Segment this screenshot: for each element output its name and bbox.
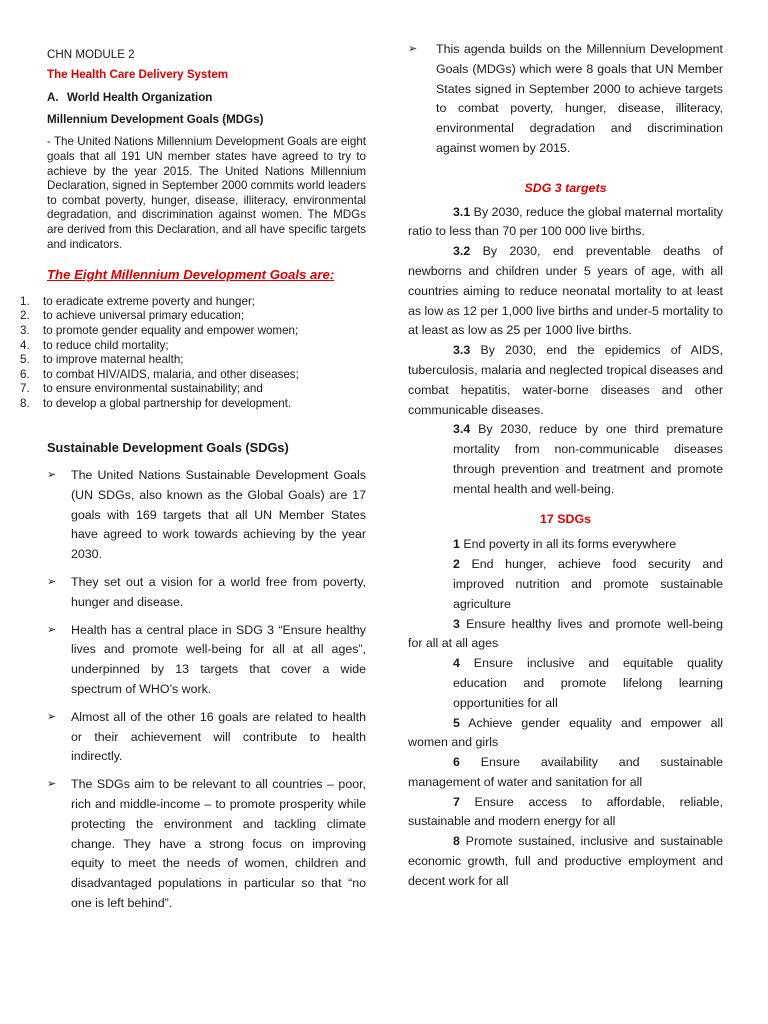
target-number: 3.2 [453,244,471,259]
sdg-text: Achieve gender equality and empower all women and girls [408,715,723,750]
list-item [0,382,366,397]
list-number: 5. [20,353,30,367]
sdg-item [453,654,723,713]
who-heading-label: A. [47,91,59,105]
list-item [0,309,366,324]
target-text: By 2030, reduce by one third premature mortality from non-communicable diseases through prevention and treatment and promote mental health and well-being. [453,422,723,496]
arrow-bullet-icon: ➢ [47,778,57,791]
list-item [0,324,366,339]
list-text: to promote gender equality and empower women; [43,323,299,337]
list-number: 2. [20,309,30,323]
section-title: The Health Care Delivery System [47,67,229,81]
list-number: 7. [20,382,30,396]
arrow-bullet-icon: ➢ [47,469,57,482]
sdg-item [408,714,723,754]
list-item [0,368,366,383]
list-text: They set out a vision for a world free from poverty, hunger and disease. [71,575,366,609]
list-item [0,353,366,368]
agenda-text: This agenda builds on the Millennium Development Goals (MDGs) which were 8 goals that UN Member States signed in September 2000 to achieve targets to combat poverty, hunger, disease, illiteracy, environmental degradation and discrimination against women by 2015. [436,42,723,155]
sdg17-heading: 17 SDGs [540,511,591,526]
right-column [408,40,723,892]
list-item [0,621,366,700]
list-number: 3. [20,323,30,337]
eight-goals-heading: The Eight Millennium Development Goals are: [47,267,335,283]
module-label: CHN MODULE 2 [47,48,135,61]
arrow-bullet-icon: ➢ [408,43,418,55]
sdg-item [408,615,723,655]
list-text: to develop a global partnership for development. [43,396,292,410]
list-text: Almost all of the other 16 goals are related to health or their achievement will contribute to health indirectly. [71,709,366,764]
agenda-bullet [408,40,723,159]
list-item [0,573,366,613]
list-item [0,339,366,354]
sdg-number: 3 [453,616,460,631]
sdg-text: Ensure inclusive and equitable quality education and promote lifelong learning opportunities for all [453,656,723,710]
sdg-item [408,753,723,793]
who-heading [47,91,366,106]
sdg-item [408,793,723,833]
left-column [0,48,366,922]
target-item [453,420,723,499]
list-number: 4. [20,338,30,352]
list-text: Health has a central place in SDG 3 “Ensure healthy lives and promote well-being for all at all ages”, underpinned by 13 targets that cover a wide spectrum of WHO’s work. [71,622,366,697]
sdg-number: 8 [453,834,460,849]
arrow-bullet-icon: ➢ [47,576,57,589]
list-number: 1. [20,294,30,308]
arrow-bullet-icon: ➢ [47,623,57,636]
list-number: 8. [20,396,30,410]
mdg-heading: Millennium Development Goals (MDGs) [47,112,264,126]
list-item [0,775,366,914]
sdg-item [453,555,723,614]
target-item [408,203,723,243]
mdg-goal-list [0,295,366,412]
list-item [0,397,366,412]
list-text: The SDGs aim to be relevant to all countries – poor, rich and middle-income – to promote prosperity while protecting the environment and tackling climate change. They have a strong focus on improving equity to meet the needs of women, children and disadvantaged populations in particular so that “no one is left behind”. [71,777,366,910]
sdg-text: Ensure healthy lives and promote well-being for all at all ages [408,616,723,651]
list-text: to ensure environmental sustainability; and [43,382,263,396]
sdg-number: 4 [453,656,460,671]
target-item [408,341,723,420]
target-text: By 2030, end the epidemics of AIDS, tuberculosis, malaria and neglected tropical diseases and combat hepatitis, water-borne diseases and other communicable diseases. [408,343,723,417]
sdg-text: Ensure availability and sustainable management of water and sanitation for all [408,755,723,789]
sdg-item [408,535,723,555]
list-text: to combat HIV/AIDS, malaria, and other diseases; [43,367,299,381]
target-number: 3.3 [453,343,471,358]
target-number: 3.4 [453,422,471,437]
sdg-text: Promote sustained, inclusive and sustainable economic growth, full and productive employment and decent work for all [408,834,723,888]
sdg-item [408,832,723,891]
sdg-text: End hunger, achieve food security and improved nutrition and promote sustainable agriculture [453,557,723,611]
list-item [0,295,366,310]
list-text: to reduce child mortality; [43,338,169,352]
arrow-bullet-icon: ➢ [47,710,57,723]
sdg-number: 1 [453,537,460,552]
who-heading-text: World Health Organization [67,91,213,105]
list-text: to achieve universal primary education; [43,309,245,323]
list-text: to eradicate extreme poverty and hunger; [43,294,256,308]
target-text: By 2030, end preventable deaths of newborns and children under 5 years of age, with all countries aiming to reduce neonatal mortality to at least as low as 12 per 1,000 live births and under-5 mortality to at least as low as 25 per 1000 live births. [408,244,723,338]
sdg-heading: Sustainable Development Goals (SDGs) [47,440,289,456]
sdg3-targets-heading: SDG 3 targets [524,180,607,195]
sdg-number: 2 [453,557,460,572]
list-text: to improve maternal health; [43,353,184,367]
target-item [408,242,723,341]
sdg-text: Ensure access to affordable, reliable, sustainable and modern energy for all [408,794,723,829]
list-item [0,708,366,767]
list-text: The United Nations Sustainable Development Goals (UN SDGs, also known as the Global Goals) are 17 goals with 169 targets that all UN Member States have agreed to work towards achieving by the year 2030. [71,468,366,562]
sdg-text: End poverty in all its forms everywhere [459,537,677,552]
list-number: 6. [20,367,30,381]
mdg-intro-paragraph: - The United Nations Millennium Development Goals are eight goals that all 191 UN member states have agreed to try to achieve by the year 2015. The United Nations Millennium Declaration, signed in September 2000 commits world leaders to combat poverty, hunger, disease, illiteracy, environmental degradation, and discrimination against women. The MDGs are derived from this Declaration, and all have specific targets and indicators. [47,135,366,251]
sdg-number: 7 [453,794,460,809]
list-item [0,466,366,565]
target-text: By 2030, reduce the global maternal mortality ratio to less than 70 per 100 000 live births. [408,204,724,239]
sdg-number: 6 [453,755,460,770]
sdg-bullet-list [0,466,366,914]
sdg-number: 5 [453,715,460,730]
target-number: 3.1 [453,204,471,219]
